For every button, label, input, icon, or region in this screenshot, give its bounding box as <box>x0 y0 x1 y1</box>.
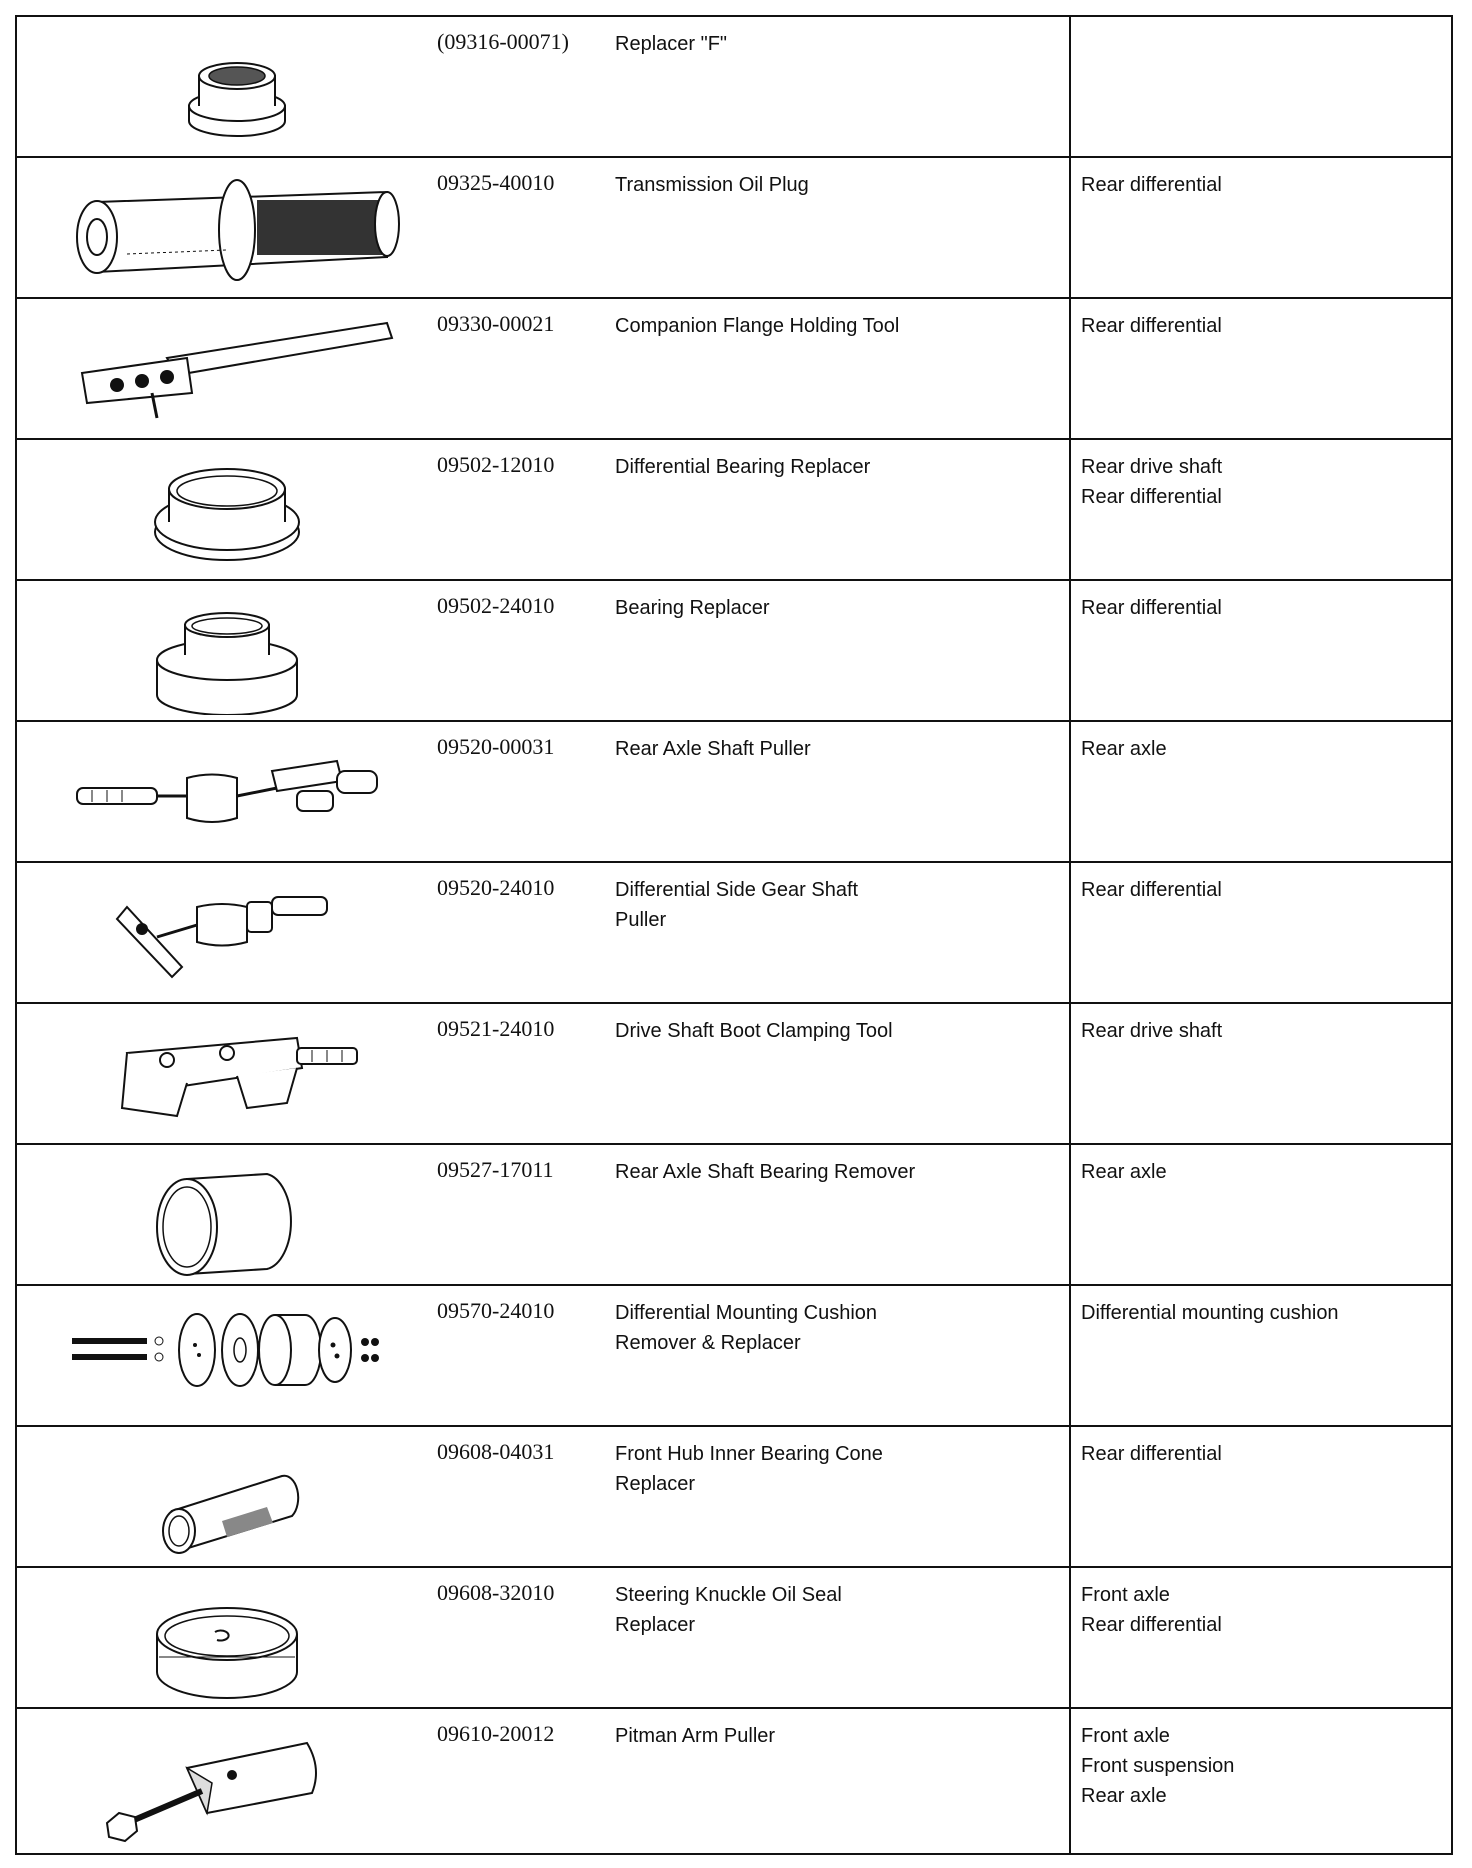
replacer-ring-icon <box>37 21 417 151</box>
tool-name <box>615 1439 1035 1499</box>
tool-name <box>615 734 1035 764</box>
column-divider <box>1069 17 1071 156</box>
use-line: Rear differential <box>1081 1614 1222 1636</box>
use-line: Rear differential <box>1081 174 1222 196</box>
column-divider <box>1069 1004 1071 1143</box>
tool-name-line: Bearing Replacer <box>615 597 770 619</box>
tool-row <box>17 17 1451 158</box>
axle-shaft-puller-icon <box>37 726 417 856</box>
oil-seal-replacer-icon <box>37 1572 417 1702</box>
use-line: Front axle <box>1081 1584 1170 1606</box>
applicable-models <box>1081 734 1441 764</box>
bearing-cone-replacer-icon <box>37 1431 417 1561</box>
tool-name-line: Differential Side Gear Shaft <box>615 879 859 901</box>
part-number: 09610-20012 <box>437 1721 555 1746</box>
tool-name-line: Front Hub Inner Bearing Cone <box>615 1443 883 1465</box>
applicable-models <box>1081 1721 1441 1811</box>
part-number: 09570-24010 <box>437 1298 555 1323</box>
applicable-models <box>1081 1157 1441 1187</box>
part-number: 09608-04031 <box>437 1439 555 1464</box>
tool-row <box>17 1568 1451 1709</box>
use-line: Rear drive shaft <box>1081 456 1223 478</box>
applicable-models <box>1081 875 1441 905</box>
tool-row <box>17 1286 1451 1427</box>
applicable-models <box>1081 1298 1441 1328</box>
part-number: 09608-32010 <box>437 1580 555 1605</box>
use-line: Rear drive shaft <box>1081 1020 1223 1042</box>
tool-name <box>615 593 1035 623</box>
special-tools-table <box>15 15 1453 1855</box>
part-number: 09521-24010 <box>437 1016 555 1041</box>
column-divider <box>1069 1286 1071 1425</box>
column-divider <box>1069 863 1071 1002</box>
column-divider <box>1069 1427 1071 1566</box>
tool-name-line: Rear Axle Shaft Puller <box>615 738 811 760</box>
tool-name <box>615 29 1035 59</box>
tool-name <box>615 875 1035 935</box>
tool-name-line: Replacer "F" <box>615 33 728 55</box>
use-line: Front suspension <box>1081 1755 1235 1777</box>
oil-plug-tool-icon <box>37 162 417 292</box>
bearing-replacer-ring-icon <box>37 444 417 574</box>
column-divider <box>1069 1145 1071 1284</box>
cushion-remover-set-icon <box>37 1290 417 1420</box>
tool-name-line: Remover & Replacer <box>615 1332 801 1354</box>
tool-row <box>17 1427 1451 1568</box>
tool-name-line: Replacer <box>615 1614 696 1636</box>
applicable-models <box>1081 452 1441 512</box>
applicable-models <box>1081 593 1441 623</box>
column-divider <box>1069 722 1071 861</box>
use-line: Rear differential <box>1081 315 1222 337</box>
tool-name-line: Pitman Arm Puller <box>615 1725 776 1747</box>
column-divider <box>1069 299 1071 438</box>
part-number: 09330-00021 <box>437 311 555 336</box>
tool-name <box>615 1157 1035 1187</box>
use-line: Rear axle <box>1081 738 1167 760</box>
column-divider <box>1069 1709 1071 1853</box>
tool-name <box>615 1298 1035 1358</box>
tool-name <box>615 452 1035 482</box>
column-divider <box>1069 1568 1071 1707</box>
flange-holding-tool-icon <box>37 303 417 433</box>
tool-name <box>615 311 1035 341</box>
tool-name-line: Steering Knuckle Oil Seal <box>615 1584 842 1606</box>
pitman-arm-puller-icon <box>37 1713 417 1843</box>
tool-name-line: Replacer <box>615 1473 696 1495</box>
bearing-remover-cup-icon <box>37 1149 417 1279</box>
use-line: Rear differential <box>1081 597 1222 619</box>
boot-clamping-tool-icon <box>37 1008 417 1138</box>
tool-row <box>17 158 1451 299</box>
part-number: 09325-40010 <box>437 170 555 195</box>
part-number: 09527-17011 <box>437 1157 554 1182</box>
part-number: 09520-00031 <box>437 734 555 759</box>
use-line: Rear axle <box>1081 1161 1167 1183</box>
part-number: 09502-12010 <box>437 452 555 477</box>
tool-name <box>615 170 1035 200</box>
side-gear-puller-icon <box>37 867 417 997</box>
bearing-replacer-cup-icon <box>37 585 417 715</box>
tool-row <box>17 299 1451 440</box>
applicable-models <box>1081 311 1441 341</box>
tool-row <box>17 1709 1451 1853</box>
part-number: (09316-00071) <box>437 29 569 54</box>
tool-name <box>615 1580 1035 1640</box>
use-line: Rear differential <box>1081 486 1222 508</box>
tool-name-line: Rear Axle Shaft Bearing Remover <box>615 1161 916 1183</box>
tool-row <box>17 722 1451 863</box>
applicable-models <box>1081 1439 1441 1469</box>
applicable-models <box>1081 1580 1441 1640</box>
tool-name <box>615 1721 1035 1751</box>
applicable-models <box>1081 170 1441 200</box>
tool-name-line: Differential Mounting Cushion <box>615 1302 878 1324</box>
tool-row <box>17 440 1451 581</box>
column-divider <box>1069 158 1071 297</box>
column-divider <box>1069 581 1071 720</box>
tool-name-line: Transmission Oil Plug <box>615 174 809 196</box>
tool-row <box>17 1004 1451 1145</box>
use-line: Differential mounting cushion <box>1081 1302 1339 1324</box>
use-line: Front axle <box>1081 1725 1170 1747</box>
tool-row <box>17 1145 1451 1286</box>
tool-row <box>17 863 1451 1004</box>
tool-name-line: Companion Flange Holding Tool <box>615 315 900 337</box>
column-divider <box>1069 440 1071 579</box>
tool-name <box>615 1016 1035 1046</box>
use-line: Rear axle <box>1081 1785 1167 1807</box>
tool-name-line: Differential Bearing Replacer <box>615 456 871 478</box>
use-line: Rear differential <box>1081 1443 1222 1465</box>
tool-name-line: Puller <box>615 909 667 931</box>
tool-row <box>17 581 1451 722</box>
part-number: 09520-24010 <box>437 875 555 900</box>
use-line: Rear differential <box>1081 879 1222 901</box>
tool-name-line: Drive Shaft Boot Clamping Tool <box>615 1020 893 1042</box>
part-number: 09502-24010 <box>437 593 555 618</box>
applicable-models <box>1081 1016 1441 1046</box>
